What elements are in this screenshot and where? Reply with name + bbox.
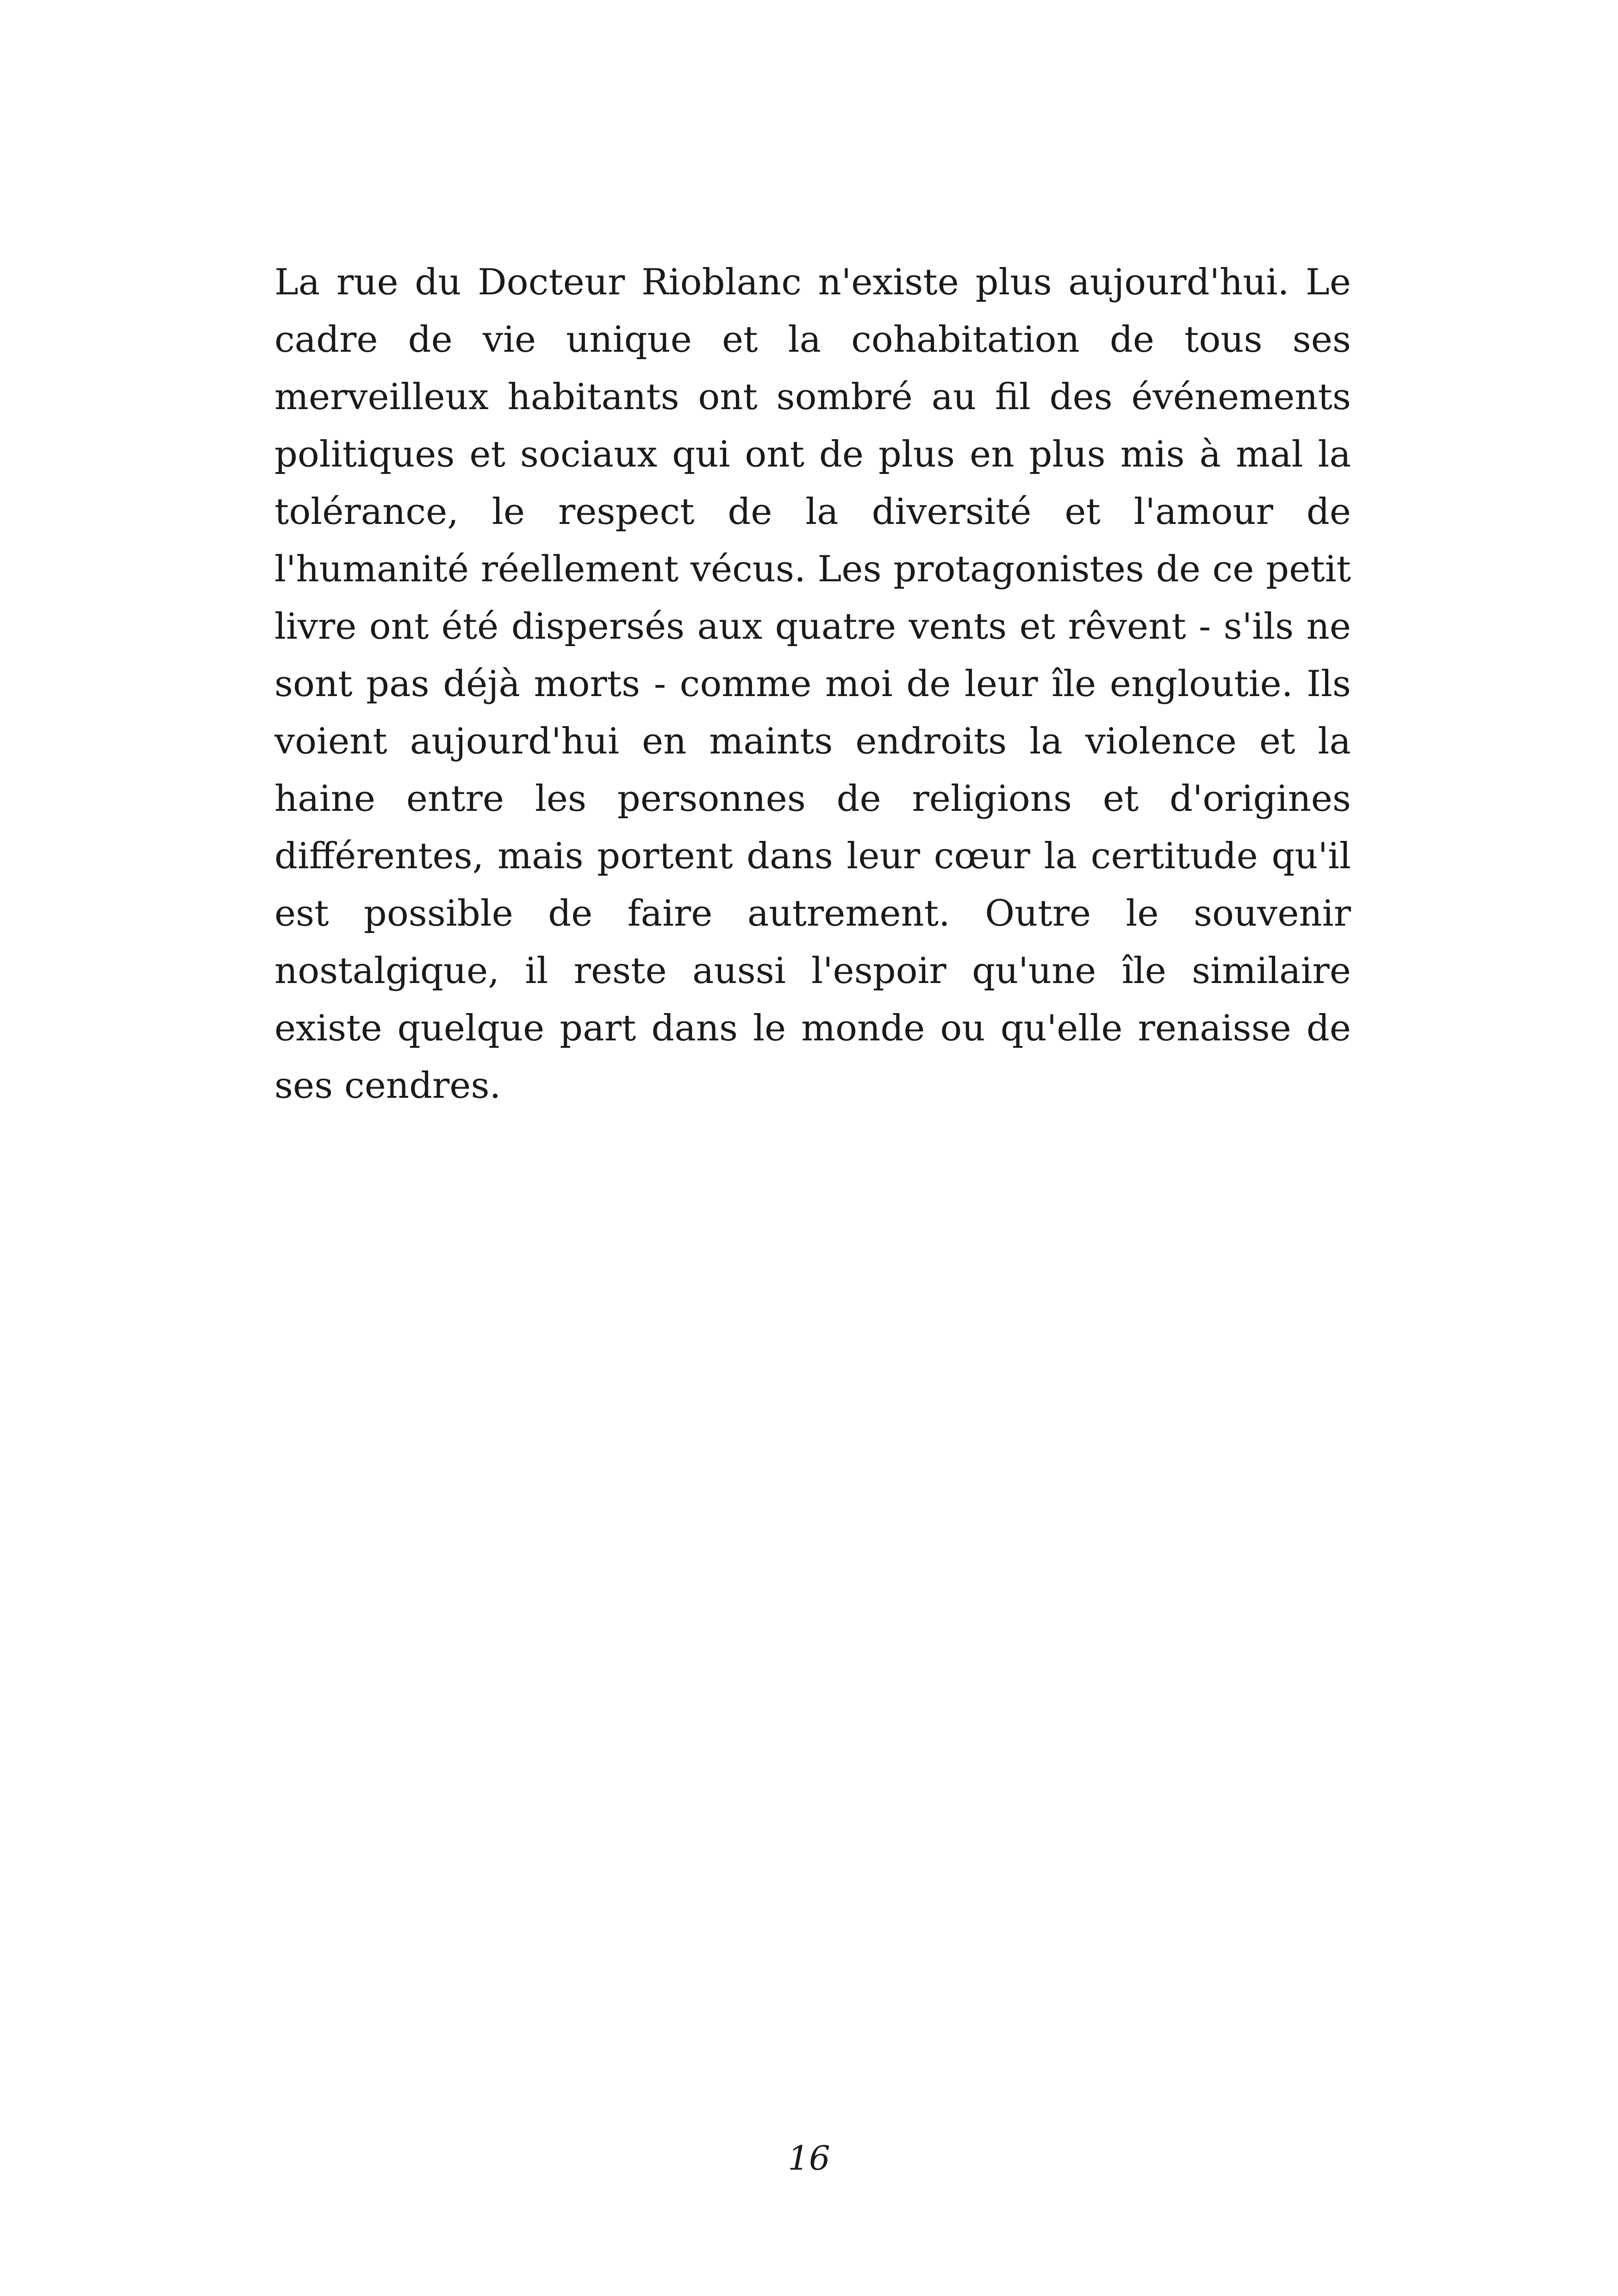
body-paragraph: La rue du Docteur Rioblanc n'existe plus aujourd'hui. Le cadre de vie unique et la cohabitation de tous ses merveilleux habitants ont sombré au fil des événements politiques et sociaux qui ont de plus en plus mis à mal la tolérance, le respect de la diversité et l'amour de l'humanité réellement vécus. Les protagonistes de ce petit livre ont été dispersés aux quatre vents et rêvent - s'ils ne sont pas déjà morts - comme moi de leur île engloutie. Ils voient aujourd'hui en maints endroits la violence et la haine entre les personnes de religions et d'origines différentes, mais portent dans leur cœur la certitude qu'il est possible de faire autrement. Outre le souvenir nostalgique, il reste aussi l'espoir qu'une île similaire existe quelque part dans le monde ou qu'elle renaisse de ses cendres. (274, 261, 1351, 1107)
page-number: 16 (788, 2139, 830, 2178)
